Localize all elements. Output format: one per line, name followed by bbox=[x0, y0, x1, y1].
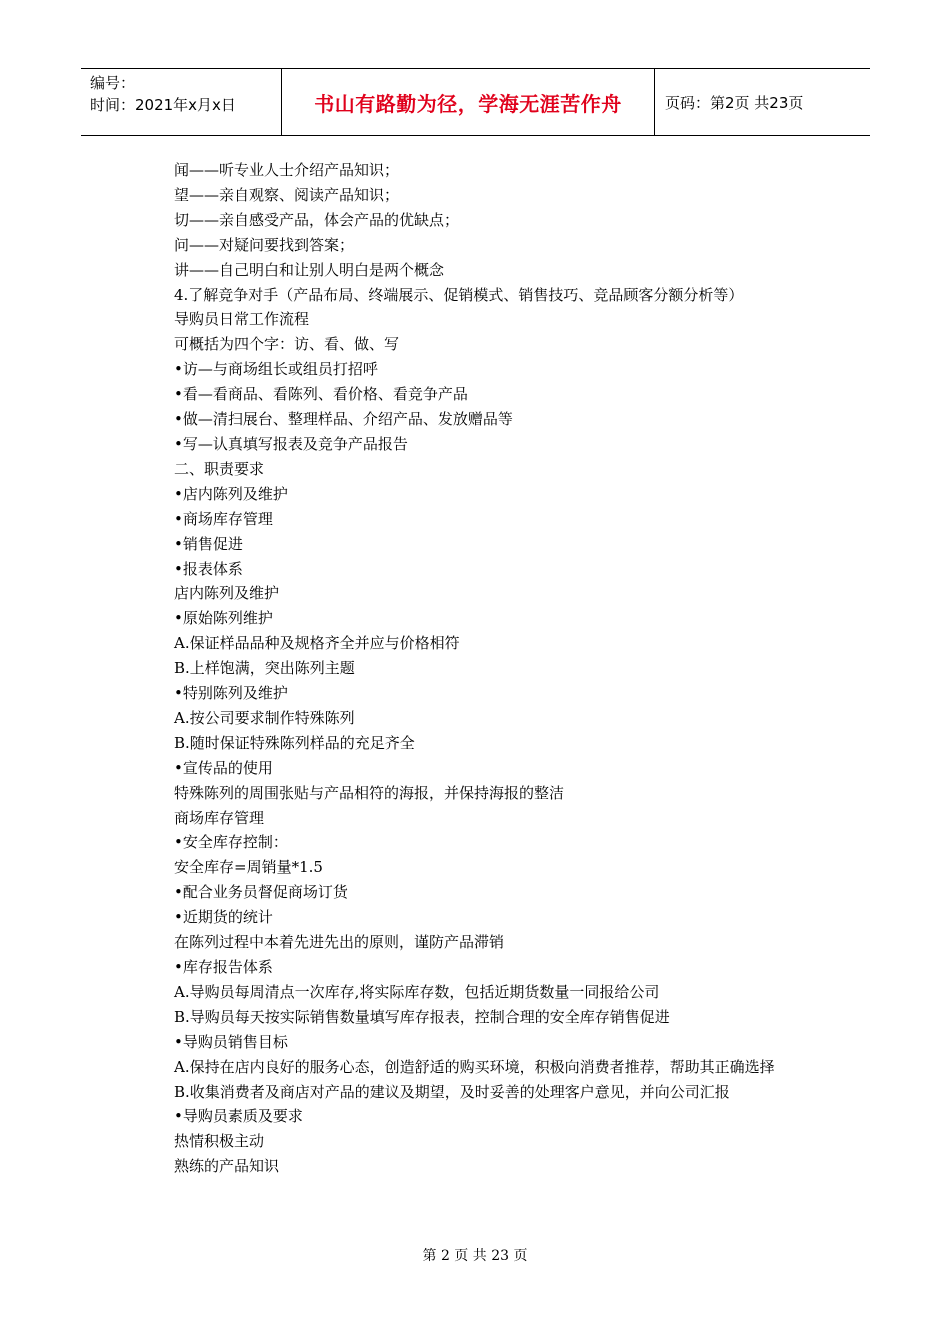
body-line: •特别陈列及维护 bbox=[174, 684, 288, 703]
body-line: 特殊陈列的周围张贴与产品相符的海报，并保持海报的整洁 bbox=[174, 783, 565, 802]
body-line: 导购员日常工作流程 bbox=[174, 310, 310, 329]
time-label: 时间：2021年x月x日 bbox=[90, 96, 236, 114]
body-line: 二、职责要求 bbox=[174, 459, 265, 478]
body-line: B.收集消费者及商店对产品的建议及期望，及时妥善的处理客户意见，并向公司汇报 bbox=[174, 1082, 730, 1101]
body-line: •导购员素质及要求 bbox=[174, 1107, 303, 1126]
body-line: •做—清扫展台、整理样品、介绍产品、发放赠品等 bbox=[174, 410, 513, 429]
body-line: 可概括为四个字：访、看、做、写 bbox=[174, 335, 400, 354]
body-line: •看—看商品、看陈列、看价格、看竞争产品 bbox=[174, 385, 468, 404]
body-line: 讲——自己明白和让别人明白是两个概念 bbox=[174, 260, 445, 279]
body-line: B.导购员每天按实际销售数量填写库存报表，控制合理的安全库存销售促进 bbox=[174, 1007, 670, 1026]
body-line: 商场库存管理 bbox=[174, 808, 265, 827]
body-line: •访—与商场组长或组员打招呼 bbox=[174, 360, 378, 379]
page-header bbox=[81, 68, 870, 136]
body-line: 4.了解竞争对手（产品布局、终端展示、促销模式、销售技巧、竞品顾客分额分析等） bbox=[174, 285, 744, 304]
document-body bbox=[145, 158, 800, 1179]
body-line: •近期货的统计 bbox=[174, 908, 273, 927]
body-line: 在陈列过程中本着先进先出的原则，谨防产品滞销 bbox=[174, 933, 505, 952]
body-line: •配合业务员督促商场订货 bbox=[174, 883, 348, 902]
body-line: 切——亲自感受产品，体会产品的优缺点； bbox=[174, 210, 460, 229]
body-line: 望——亲自观察、阅读产品知识； bbox=[174, 185, 400, 204]
body-line: •原始陈列维护 bbox=[174, 609, 273, 628]
page-footer: 第 2 页 共 23 页 bbox=[422, 1248, 528, 1264]
body-line: 问——对疑问要找到答案； bbox=[174, 235, 355, 254]
body-line: •宣传品的使用 bbox=[174, 758, 273, 777]
body-line: •库存报告体系 bbox=[174, 958, 273, 976]
number-label: 编号： bbox=[90, 74, 136, 92]
body-line: A.按公司要求制作特殊陈列 bbox=[174, 708, 355, 727]
header-meta bbox=[81, 69, 282, 135]
body-line: A.保证样品品种及规格齐全并应与价格相符 bbox=[174, 634, 460, 653]
body-line: 热情积极主动 bbox=[174, 1132, 265, 1151]
body-line: •商场库存管理 bbox=[174, 509, 273, 528]
body-line: 店内陈列及维护 bbox=[174, 584, 280, 603]
header-page-info: 页码：第2页 共23页 bbox=[665, 93, 804, 112]
body-line: A.导购员每周清点一次库存,将实际库存数，包括近期货数量一同报给公司 bbox=[174, 982, 660, 1001]
body-line: •店内陈列及维护 bbox=[174, 484, 288, 503]
body-line: •销售促进 bbox=[174, 534, 243, 553]
body-line: 熟练的产品知识 bbox=[174, 1157, 280, 1176]
header-motto: 书山有路勤为径，学海无涯苦作舟 bbox=[282, 69, 655, 135]
body-line: •安全库存控制： bbox=[174, 833, 288, 852]
body-line: B.上样饱满，突出陈列主题 bbox=[174, 659, 355, 678]
body-line: •写—认真填写报表及竞争产品报告 bbox=[174, 434, 408, 453]
body-line: B.随时保证特殊陈列样品的充足齐全 bbox=[174, 733, 415, 752]
body-line: •报表体系 bbox=[174, 559, 243, 578]
body-line: 安全库存=周销量*1.5 bbox=[174, 858, 323, 877]
body-line: A.保持在店内良好的服务心态，创造舒适的购买环境，积极向消费者推荐，帮助其正确选择 bbox=[174, 1057, 775, 1076]
body-line: •导购员销售目标 bbox=[174, 1032, 288, 1051]
body-line: 闻——听专业人士介绍产品知识； bbox=[174, 161, 400, 179]
